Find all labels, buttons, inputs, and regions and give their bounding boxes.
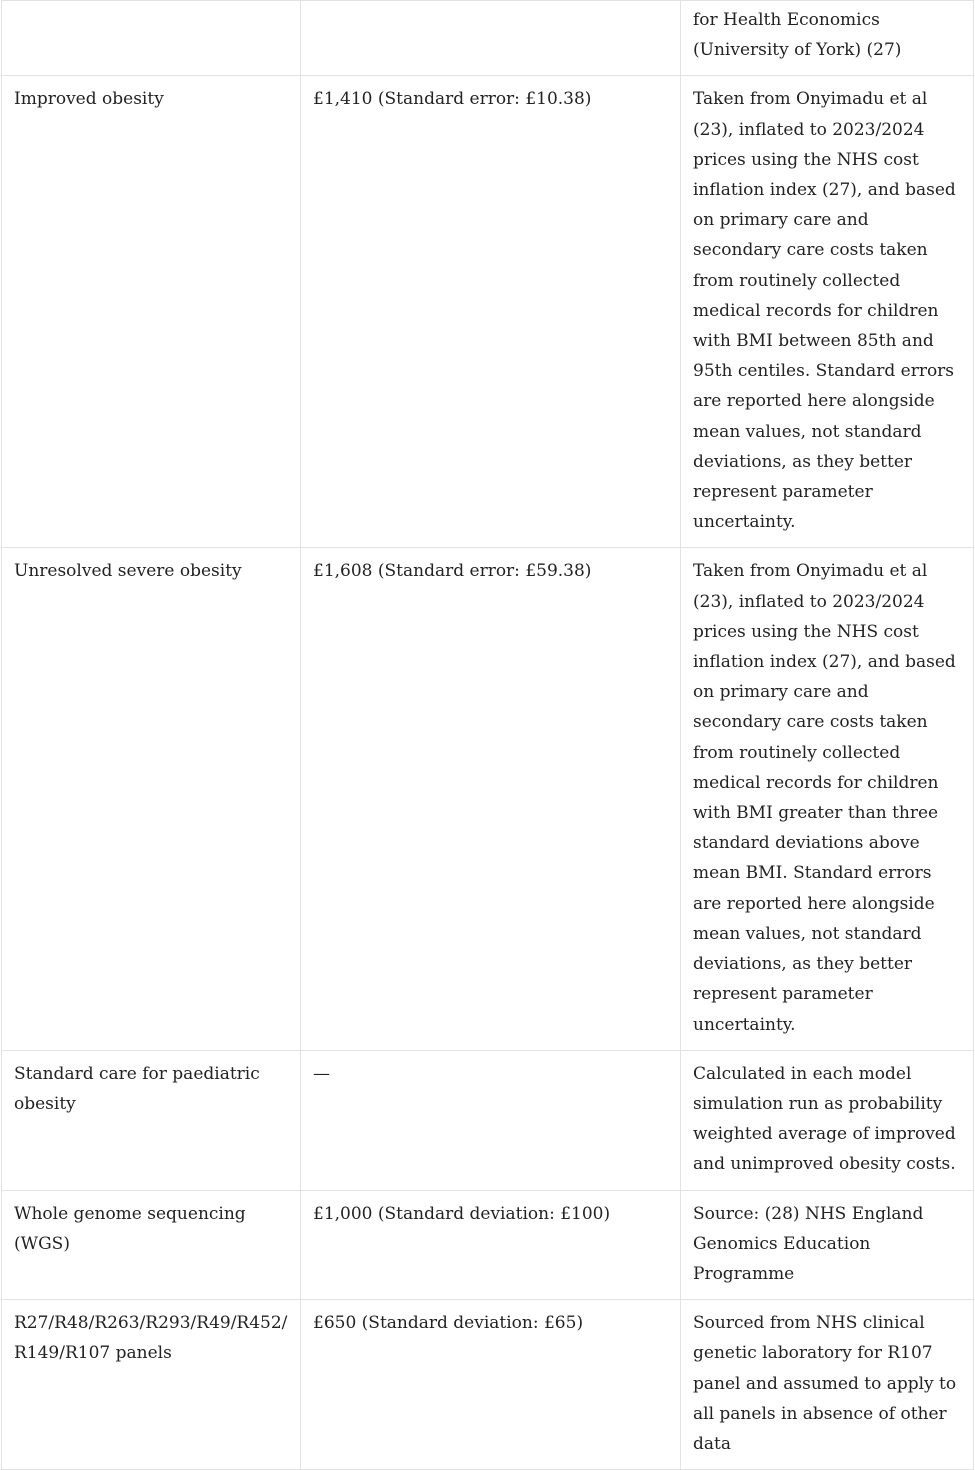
source-cell: Sourced from NHS clinical genetic laboratory for R107 panel and assumed to apply to all panels in absence of other data bbox=[681, 1300, 974, 1470]
source-cell: Taken from Onyimadu et al (23), inflated to 2023/2024 prices using the NHS cost inflation index (27), and based on primary care and secondary care costs taken from routinely collected medical records for children with BMI greater than three standard deviations above mean BMI. Standard errors are reported here alongside mean values, not standard deviations, as they better represent parameter uncertainty. bbox=[681, 548, 974, 1050]
table-row bbox=[2, 1190, 974, 1300]
value-cell: — bbox=[301, 1050, 681, 1190]
value-cell: £1,608 (Standard error: £59.38) bbox=[301, 548, 681, 1050]
parameter-cell: R27/R48/R263/R293/R49/R452/ R149/R107 panels bbox=[2, 1300, 301, 1470]
value-cell: £1,000 (Standard deviation: £100) bbox=[301, 1190, 681, 1300]
table-row bbox=[2, 1, 974, 76]
parameter-cell: Unresolved severe obesity bbox=[2, 548, 301, 1050]
table-row bbox=[2, 1050, 974, 1190]
value-cell bbox=[301, 1, 681, 76]
source-cell: for Health Economics (University of York) (27) bbox=[681, 1, 974, 76]
table-row bbox=[2, 548, 974, 1050]
parameter-cell: Whole genome sequencing (WGS) bbox=[2, 1190, 301, 1300]
parameter-cell: Standard care for paediatric obesity bbox=[2, 1050, 301, 1190]
parameter-cell: Improved obesity bbox=[2, 76, 301, 548]
parameter-cell bbox=[2, 1, 301, 76]
source-cell: Taken from Onyimadu et al (23), inflated to 2023/2024 prices using the NHS cost inflation index (27), and based on primary care and secondary care costs taken from routinely collected medical records for children with BMI between 85th and 95th centiles. Standard errors are reported here alongside mean values, not standard deviations, as they better represent parameter uncertainty. bbox=[681, 76, 974, 548]
table-row bbox=[2, 76, 974, 548]
source-cell: Calculated in each model simulation run as probability weighted average of improved and unimproved obesity costs. bbox=[681, 1050, 974, 1190]
source-cell: Source: (28) NHS England Genomics Education Programme bbox=[681, 1190, 974, 1300]
cost-parameters-table bbox=[1, 0, 974, 1470]
value-cell: £650 (Standard deviation: £65) bbox=[301, 1300, 681, 1470]
value-cell: £1,410 (Standard error: £10.38) bbox=[301, 76, 681, 548]
table-row bbox=[2, 1300, 974, 1470]
